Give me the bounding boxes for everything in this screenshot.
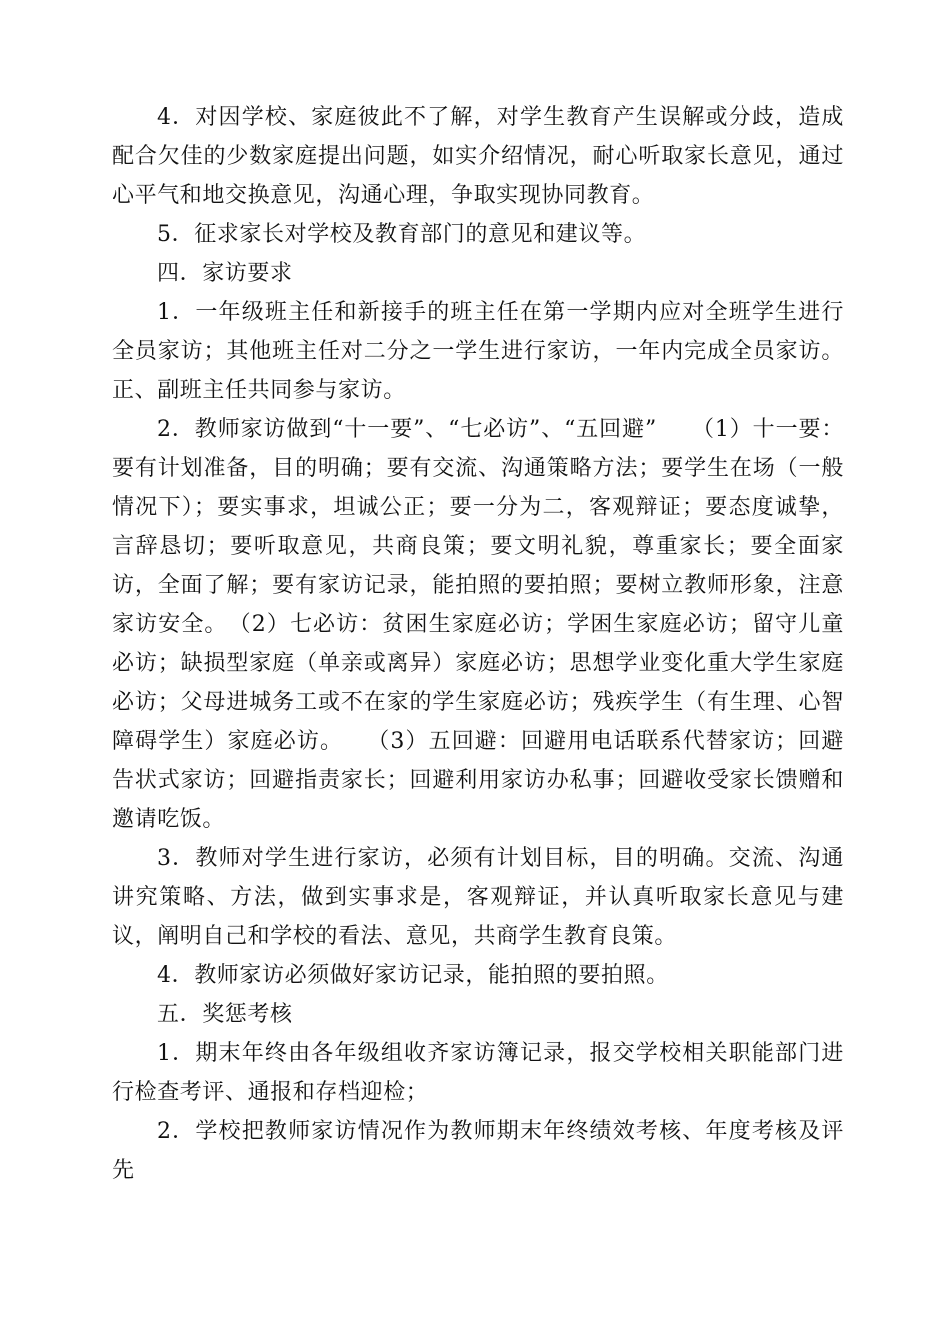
- paragraph-requirement-1: 1．一年级班主任和新接手的班主任在第一学期内应对全班学生进行全员家访；其他班主任对二分之一学生进行家访，一年内完成全员家访。正、副班主任共同参与家访。: [112, 300, 844, 403]
- document-body: [112, 98, 844, 1190]
- paragraph-requirement-3: 3．教师对学生进行家访，必须有计划目标，目的明确。交流、沟通讲究策略、方法，做到实事求是，客观辩证，并认真听取家长意见与建议，阐明自己和学校的看法、意见，共商学生教育良策。: [112, 846, 844, 949]
- section-heading-assessment: 五．奖惩考核: [157, 1002, 293, 1027]
- section-heading-requirements: 四．家访要求: [157, 261, 293, 286]
- paragraph-requirement-4: 4．教师家访必须做好家访记录，能拍照的要拍照。: [157, 963, 669, 988]
- paragraph-requirement-2: 2．教师家访做到“十一要”、“七必访”、“五回避” （1）十一要：要有计划准备，目的明确；要有交流、沟通策略方法；要学生在场（一般情况下）；要实事求，坦诚公正；要一分为二，客观辩证；要态度诚挚，言辞恳切；要听取意见，共商良策；要文明礼貌，尊重家长；要全面家访，全面了解；要有家访记录，能拍照的要拍照；要树立教师形象，注意家访安全。 （2）七必访：贫困生家庭必访；学困生家庭必访；留守儿童必访；缺损型家庭（单亲或离异）家庭必访；思想学业变化重大学生家庭必访；父母进城务工或不在家的学生家庭必访；残疾学生（有生理、心智障碍学生）家庭必访。 （3）五回避：回避用电话联系代替家访；回避告状式家访；回避指责家长；回避利用家访办私事；回避收受家长馈赠和邀请吃饭。: [112, 417, 844, 832]
- paragraph-item-5-suggestions: 5．征求家长对学校及教育部门的意见和建议等。: [157, 222, 647, 247]
- paragraph-assessment-1: 1．期末年终由各年级组收齐家访簿记录，报交学校相关职能部门进行检查考评、通报和存档迎检；: [112, 1041, 844, 1105]
- paragraph-item-4-communication: 4．对因学校、家庭彼此不了解，对学生教育产生误解或分歧，造成配合欠佳的少数家庭提出问题，如实介绍情况，耐心听取家长意见，通过心平气和地交换意见，沟通心理，争取实现协同教育。: [112, 105, 844, 208]
- paragraph-assessment-2: 2．学校把教师家访情况作为教师期末年终绩效考核、年度考核及评先: [112, 1119, 844, 1183]
